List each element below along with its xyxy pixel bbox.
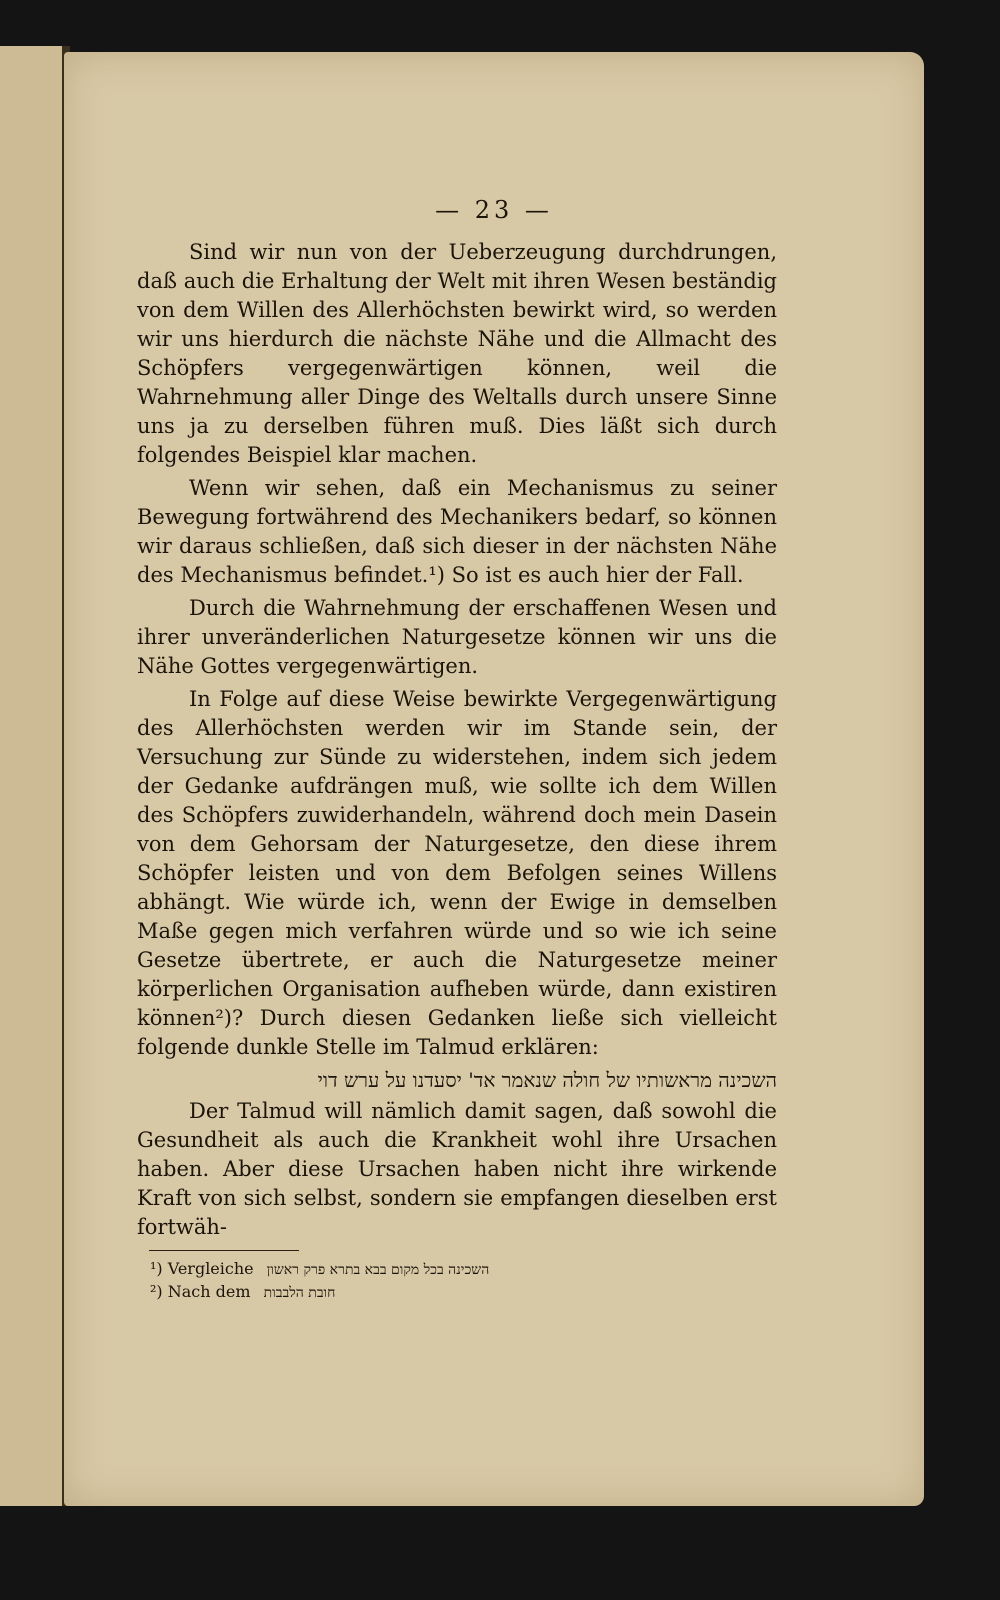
- paragraph: Sind wir nun von der Ueberzeugung durchdrungen, daß auch die Erhaltung der Welt mit ihren Wesen beständig von dem Willen des Allerhöchsten bewirkt wird, so werden wir uns hierdurch die nächste Nähe und die Allmacht des Schöpfers vergegenwärtigen können, weil die Wahrnehmung aller Dinge des Weltalls durch unsere Sinne uns ja zu derselben führen muß. Dies läßt sich durch folgendes Beispiel klar machen.: [137, 240, 777, 467]
- body-text: [137, 238, 777, 1246]
- book-page: [64, 52, 924, 1506]
- footnotes: [150, 1258, 710, 1304]
- footnote-label: ¹) Vergleiche: [150, 1259, 254, 1278]
- footnote-hebrew: חובת הלבבות: [263, 1285, 336, 1301]
- paragraph: In Folge auf diese Weise bewirkte Vergegenwärtigung des Allerhöchsten werden wir im Stande sein, der Versuchung zur Sünde zu widerstehen, indem sich jedem der Gedanke aufdrängen muß, wie sollte ich dem Willen des Schöpfers zuwiderhandeln, während doch mein Dasein von dem Gehorsam der Naturgesetze, den diese ihrem Schöpfer leisten und von dem Befolgen seines Willens abhängt. Wie würde ich, wenn der Ewige in demselben Maße gegen mich verfahren würde und so wie ich seine Gesetze übertrete, er auch die Naturgesetze meiner körperlichen Organisation aufheben würde, dann existiren können²)? Durch diesen Gedanken ließe sich vielleicht folgende dunkle Stelle im Talmud erklären:: [137, 687, 777, 1059]
- footnote-hebrew: השכינה בכל מקום בבא בתרא פרק ראשון: [266, 1262, 490, 1278]
- hebrew-quote: השכינה מראשותיו של חולה שנאמר אד' יסעדנו על ערש דוי: [317, 1068, 777, 1092]
- paragraph: Durch die Wahrnehmung der erschaffenen Wesen und ihrer unveränderlichen Naturgesetze können wir uns die Nähe Gottes vergegenwärtigen.: [137, 596, 777, 678]
- footnote: [150, 1281, 710, 1304]
- paragraph: Der Talmud will nämlich damit sagen, daß sowohl die Gesundheit als auch die Krankheit wohl ihre Ursachen haben. Aber diese Ursachen haben nicht ihre wirkende Kraft von sich selbst, sondern sie empfangen dieselben erst fortwäh-: [137, 1099, 777, 1239]
- page-number: — 23 —: [435, 196, 553, 224]
- footnote-label: ²) Nach dem: [150, 1282, 251, 1301]
- footnote-rule: [149, 1250, 299, 1251]
- paragraph: Wenn wir sehen, daß ein Mechanismus zu seiner Bewegung fortwährend des Mechanikers bedarf, so können wir daraus schließen, daß sich dieser in der nächsten Nähe des Mechanismus befindet.¹) So ist es auch hier der Fall.: [137, 476, 777, 587]
- previous-page-edge: [0, 46, 70, 1506]
- footnote: [150, 1258, 710, 1281]
